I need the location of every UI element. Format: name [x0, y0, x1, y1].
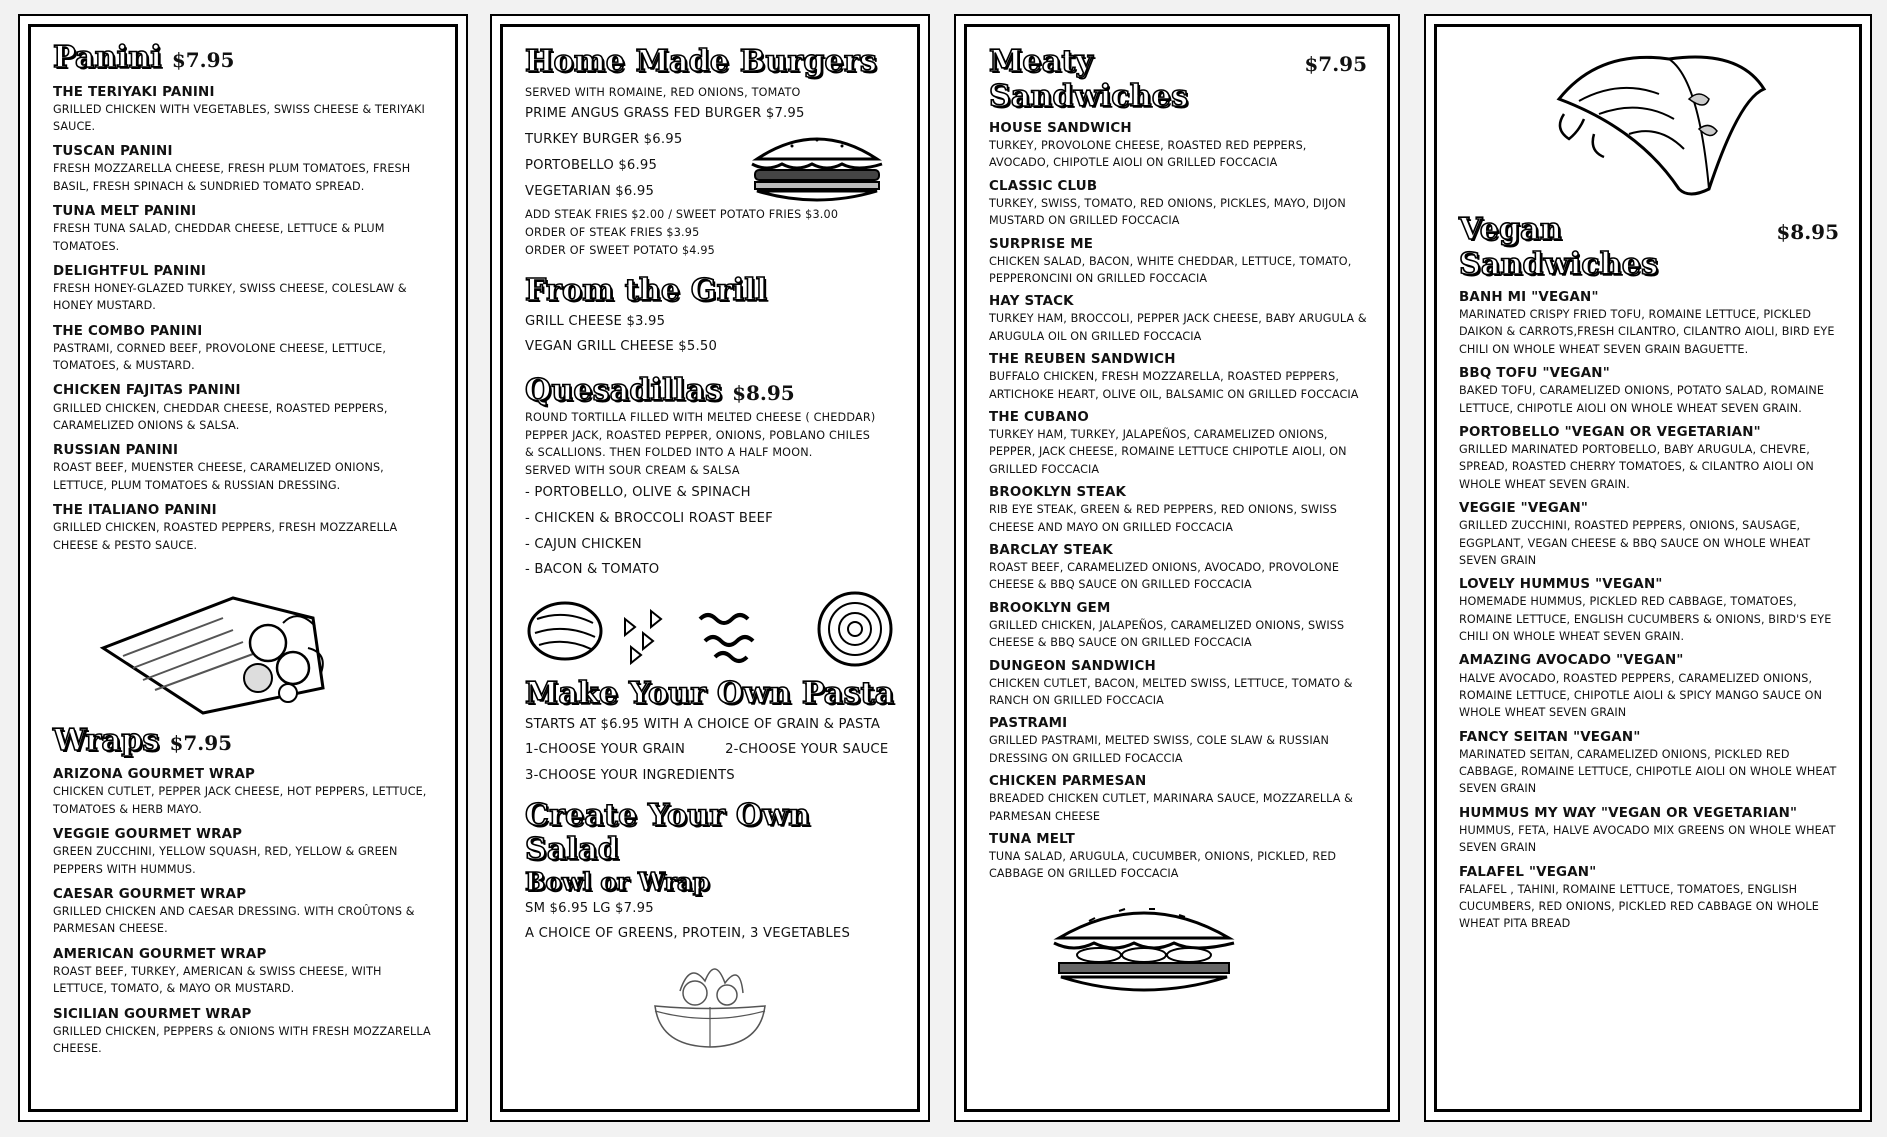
grill-option: VEGAN GRILL CHEESE $5.50 [525, 339, 718, 355]
menu-item-name: AMERICAN GOURMET WRAP [53, 946, 267, 962]
menu-item-desc: GRILLED CHICKEN, PEPPERS & ONIONS WITH FRESH MOZZARELLA CHEESE. [53, 1024, 431, 1055]
quesadillas-option: - CAJUN CHICKEN [525, 536, 642, 552]
burger-icon [747, 124, 887, 204]
menu-item-desc: BREADED CHICKEN CUTLET, MARINARA SAUCE, MOZZARELLA & PARMESAN CHEESE [989, 792, 1353, 823]
menu-item-name: ARIZONA GOURMET WRAP [53, 767, 256, 783]
grill-title: From the Grill [525, 273, 768, 309]
menu-item-desc: GRILLED CHICKEN, JALAPEÑOS, CARAMELIZED ONIONS, SWISS CHEESE & BBQ SAUCE ON GRILLED FOCCACIA [989, 618, 1345, 650]
meaty-header [989, 45, 1367, 114]
menu-item [989, 601, 1367, 652]
menu-item [989, 774, 1367, 825]
menu-item [53, 887, 435, 938]
burger-option: VEGETARIAN $6.95 [525, 183, 655, 199]
panel-vegan-sandwiches [1424, 14, 1872, 1122]
grill-option: GRILL CHEESE $3.95 [525, 313, 666, 329]
menu-item [53, 324, 435, 375]
menu-item-name: RUSSIAN PANINI [53, 443, 179, 459]
quesadillas-desc-line: & SCALLIONS. THEN FOLDED INTO A HALF MOON. [525, 446, 813, 460]
menu-item [989, 716, 1367, 767]
menu-item-desc: FALAFEL , TAHINI, ROMAINE LETTUCE, TOMATOES, ENGLISH CUCUMBERS, RED ONIONS, PICKLED RED CABBAGE ON WHOLE WHEAT PITA BREAD [1459, 882, 1819, 931]
menu-item [53, 144, 435, 195]
menu-item [1459, 290, 1839, 358]
menu-item-name: SURPRISE ME [989, 236, 1094, 252]
panini-header [53, 41, 435, 76]
grill-header [525, 274, 897, 309]
menu-item [989, 659, 1367, 710]
menu-item-name: BROOKLYN STEAK [989, 485, 1127, 501]
menu-item-name: FALAFEL "VEGAN" [1459, 864, 1597, 880]
panel-frame [500, 24, 920, 1112]
quesadillas-title: Quesadillas [525, 373, 723, 409]
menu-item-name: PORTOBELLO "VEGAN OR VEGETARIAN" [1459, 424, 1761, 440]
pasta-steps-row [525, 737, 897, 763]
menu-item-name: TUNA MELT PANINI [53, 204, 197, 220]
menu-item-name: PASTRAMI [989, 716, 1068, 732]
vegan-header [1459, 213, 1839, 282]
menu-item [53, 1007, 435, 1058]
menu-item-desc: BUFFALO CHICKEN, FRESH MOZZARELLA, ROASTED PEPPERS, ARTICHOKE HEART, OLIVE OIL, BALSAMIC ON GRILLED FOCCACIA [989, 370, 1359, 401]
pasta-step-3: 3-CHOOSE YOUR INGREDIENTS [525, 768, 735, 784]
menu-item-name: SICILIAN GOURMET WRAP [53, 1006, 252, 1022]
menu-item-name: BANH MI "VEGAN" [1459, 290, 1599, 305]
panel-frame [1434, 24, 1862, 1112]
menu-item-name: VEGGIE "VEGAN" [1459, 501, 1589, 517]
menu-item-name: BBQ TOFU "VEGAN" [1459, 366, 1610, 382]
menu-item [989, 485, 1367, 536]
menu-item [53, 443, 435, 494]
pasta-step-2: 2-CHOOSE YOUR SAUCE [725, 742, 889, 758]
burger-extras [525, 206, 897, 260]
panel-frame [964, 24, 1390, 1112]
menu-item [989, 237, 1367, 288]
burger-option: PRIME ANGUS GRASS FED BURGER $7.95 [525, 106, 805, 122]
quesadillas-header [525, 374, 897, 409]
menu-item [989, 543, 1367, 594]
menu-item-name: LOVELY HUMMUS "VEGAN" [1459, 577, 1663, 593]
vegan-wrap-icon [1539, 39, 1779, 209]
menu-item [53, 85, 435, 136]
menu-item [1459, 366, 1839, 417]
menu-item-name: HUMMUS MY WAY "VEGAN OR VEGETARIAN" [1459, 805, 1798, 821]
menu-item-desc: PASTRAMI, CORNED BEEF, PROVOLONE CHEESE, LETTUCE, TOMATOES, & MUSTARD. [53, 341, 386, 373]
quesadillas-option: - CHICKEN & BROCCOLI ROAST BEEF [525, 511, 773, 527]
menu-item-name: TUSCAN PANINI [53, 144, 173, 160]
menu-item-desc: CHICKEN CUTLET, BACON, MELTED SWISS, LETTUCE, TOMATO & RANCH ON GRILLED FOCCACIA [989, 676, 1353, 707]
salad-sizes: SM $6.95 LG $7.95 [525, 900, 654, 916]
menu-item-desc: RIB EYE STEAK, GREEN & RED PEPPERS, RED ONIONS, SWISS CHEESE AND MAYO ON GRILLED FOCCACIA [989, 503, 1337, 534]
menu-item-name: DUNGEON SANDWICH [989, 658, 1156, 674]
panel-frame [28, 24, 458, 1112]
menu-item-name: CAESAR GOURMET WRAP [53, 886, 247, 902]
menu-item-name: CLASSIC CLUB [989, 178, 1098, 194]
menu-item-desc: FRESH TUNA SALAD, CHEDDAR CHEESE, LETTUCE & PLUM TOMATOES. [53, 222, 385, 253]
menu-item-name: TUNA MELT [989, 831, 1075, 847]
menu-item [1459, 653, 1839, 721]
menu-item-desc: GRILLED ZUCCHINI, ROASTED PEPPERS, ONIONS, SAUSAGE, EGGPLANT, VEGAN CHEESE & BBQ SAUCE ON WHOLE WHEAT SEVEN GRAIN [1459, 519, 1811, 567]
menu-item [53, 767, 435, 818]
quesadillas-option: - PORTOBELLO, OLIVE & SPINACH [525, 485, 751, 501]
wraps-price: $7.95 [169, 730, 233, 755]
salad-bowl-icon [645, 951, 775, 1051]
menu-item-desc: GRILLED MARINATED PORTOBELLO, BABY ARUGULA, CHEVRE, SPREAD, ROASTED CHERRY TOMATOES, & CILANTRO AIOLI ON WHOLE WHEAT SEVEN GRAIN. [1459, 443, 1814, 491]
burgers-title: Home Made Burgers [525, 44, 877, 79]
pasta-icon [525, 589, 915, 669]
sandwich-icon [1049, 893, 1239, 1003]
menu-item [53, 383, 435, 434]
menu-item [989, 179, 1367, 230]
menu-item-desc: MARINATED SEITAN, CARAMELIZED ONIONS, PICKLED RED CABBAGE, ROMAINE LETTUCE, CHIPOTLE AIOLI ON WHOLE WHEAT SEVEN GRAIN [1459, 747, 1837, 796]
menu-item-desc: TURKEY, SWISS, TOMATO, RED ONIONS, PICKLES, MAYO, DIJON MUSTARD ON GRILLED FOCCACIA [989, 196, 1346, 228]
menu-item [53, 264, 435, 315]
menu-item-name: HOUSE SANDWICH [989, 121, 1132, 136]
menu-item-desc: GRILLED CHICKEN AND CAESAR DRESSING. WITH CROÛTONS & PARMESAN CHEESE. [53, 905, 415, 936]
menu-item-name: CHICKEN FAJITAS PANINI [53, 383, 241, 399]
menu-item-desc: ROAST BEEF, MUENSTER CHEESE, CARAMELIZED ONIONS, LETTUCE, PLUM TOMATOES & RUSSIAN DRESSING. [53, 461, 384, 492]
salad-title: Create Your Own Salad [525, 797, 811, 868]
burgers-served: SERVED WITH ROMAINE, RED ONIONS, TOMATO [525, 85, 801, 99]
burgers-header [525, 45, 897, 80]
menu-item-name: THE TERIYAKI PANINI [53, 84, 215, 100]
menu-item-name: THE ITALIANO PANINI [53, 503, 217, 519]
menu-item [989, 121, 1367, 172]
quesadillas-desc-line: PEPPER JACK, ROASTED PEPPER, ONIONS, POBLANO CHILES [525, 428, 871, 442]
panel-panini-wraps [18, 14, 468, 1122]
menu-item-desc: TURKEY HAM, BROCCOLI, PEPPER JACK CHEESE, BABY ARUGULA & ARUGULA OIL ON GRILLED FOCCACIA [989, 312, 1367, 343]
menu-item-desc: GREEN ZUCCHINI, YELLOW SQUASH, RED, YELLOW & GREEN PEPPERS WITH HUMMUS. [53, 845, 398, 876]
quesadillas-desc [525, 409, 897, 481]
pasta-start: STARTS AT $6.95 WITH A CHOICE OF GRAIN & PASTA [525, 716, 881, 732]
meaty-price: $7.95 [1304, 52, 1367, 76]
menu-item [1459, 806, 1839, 857]
menu-item [1459, 425, 1839, 493]
menu-item [1459, 865, 1839, 933]
menu-item-name: VEGGIE GOURMET WRAP [53, 827, 243, 843]
menu-item [53, 947, 435, 998]
menu-item [53, 503, 435, 554]
pasta-step-1: 1-CHOOSE YOUR GRAIN [525, 742, 686, 758]
quesadillas-desc-line: SERVED WITH SOUR CREAM & SALSA [525, 464, 740, 478]
wrap-illustration-icon [83, 578, 343, 718]
wraps-list [53, 767, 435, 1057]
vegan-list [1459, 290, 1839, 933]
menu-item-name: FANCY SEITAN "VEGAN" [1459, 729, 1641, 745]
menu-item-desc: GRILLED CHICKEN WITH VEGETABLES, SWISS CHEESE & TERIYAKI SAUCE. [53, 102, 425, 133]
menu-item [989, 832, 1367, 883]
menu-item-name: HAY STACK [989, 294, 1074, 310]
menu-item [53, 204, 435, 255]
menu-item-desc: TURKEY, PROVOLONE CHEESE, ROASTED RED PEPPERS, AVOCADO, CHIPOTLE AIOLI ON GRILLED FOCCACIA [989, 139, 1307, 170]
menu-item-desc: HOMEMADE HUMMUS, PICKLED RED CABBAGE, TOMATOES, ROMAINE LETTUCE, ENGLISH CUCUMBERS & ONIONS, BIRD'S EYE CHILI ON WHOLE WHEAT SEVEN GRAIN. [1459, 595, 1832, 644]
burgers-block [525, 84, 897, 261]
burger-extra: ORDER OF SWEET POTATO $4.95 [525, 244, 716, 258]
menu-item [1459, 730, 1839, 798]
menu-item-desc: TUNA SALAD, ARUGULA, CUCUMBER, ONIONS, PICKLED, RED CABBAGE ON GRILLED FOCCACIA [989, 850, 1337, 881]
salad-header [525, 799, 897, 868]
menu-item-name: BARCLAY STEAK [989, 542, 1113, 558]
panini-price: $7.95 [171, 48, 235, 72]
menu-item-desc: MARINATED CRISPY FRIED TOFU, ROMAINE LETTUCE, PICKLED DAIKON & CARROTS,FRESH CILANTRO, CILANTRO AIOLI, BIRD EYE CHILI ON WHOLE WHEAT SEVEN GRAIN BAGUETTE. [1459, 308, 1835, 356]
menu-item-desc: CHICKEN CUTLET, PEPPER JACK CHEESE, HOT PEPPERS, LETTUCE, TOMATOES & HERB MAYO. [53, 785, 427, 816]
grill-lines [525, 309, 897, 360]
quesadillas-price: $8.95 [732, 381, 795, 406]
menu-item [1459, 501, 1839, 569]
salad-subtitle: Bowl or Wrap [525, 866, 710, 896]
meaty-list [989, 121, 1367, 883]
menu-item-desc: GRILLED PASTRAMI, MELTED SWISS, COLE SLAW & RUSSIAN DRESSING ON GRILLED FOCACCIA [989, 734, 1329, 765]
panini-list [53, 85, 435, 554]
menu-item-desc: ROAST BEEF, CARAMELIZED ONIONS, AVOCADO, PROVOLONE CHEESE & BBQ SAUCE ON GRILLED FOCCACIA [989, 561, 1340, 592]
vegan-title: Vegan Sandwiches [1459, 212, 1659, 282]
salad-choice: A CHOICE OF GREENS, PROTEIN, 3 VEGETABLES [525, 926, 851, 942]
menu-item-desc: GRILLED CHICKEN, ROASTED PEPPERS, FRESH MOZZARELLA CHEESE & PESTO SAUCE. [53, 521, 398, 552]
pasta-title: Make Your Own Pasta [525, 676, 895, 712]
panel-burgers-grill [490, 14, 930, 1122]
menu-item-desc: ROAST BEEF, TURKEY, AMERICAN & SWISS CHEESE, WITH LETTUCE, TOMATO, & MAYO OR MUSTARD. [53, 964, 382, 996]
menu-item-desc: FRESH MOZZARELLA CHEESE, FRESH PLUM TOMATOES, FRESH BASIL, FRESH SPINACH & SUNDRIED TOMATO SPREAD. [53, 162, 411, 193]
wraps-title: Wraps [53, 722, 160, 758]
menu-item-name: CHICKEN PARMESAN [989, 774, 1147, 790]
menu-item [989, 294, 1367, 345]
vegan-price: $8.95 [1776, 220, 1839, 244]
menu-item-name: BROOKLYN GEM [989, 600, 1111, 616]
quesadillas-options [525, 480, 897, 583]
panel-meaty-sandwiches [954, 14, 1400, 1122]
menu-item-name: DELIGHTFUL PANINI [53, 263, 207, 279]
menu-item [989, 352, 1367, 403]
quesadillas-option: - BACON & TOMATO [525, 562, 660, 578]
menu-item-name: THE COMBO PANINI [53, 323, 203, 339]
menu-item-name: AMAZING AVOCADO "VEGAN" [1459, 653, 1684, 669]
salad-subheader [525, 868, 897, 896]
menu-item [989, 410, 1367, 478]
menu-item-desc: HALVE AVOCADO, ROASTED PEPPERS, CARAMELIZED ONIONS, ROMAINE LETTUCE, CHIPOTLE AIOLI & SPICY MANGO SAUCE ON WHOLE WHEAT SEVEN GRAIN [1459, 671, 1823, 720]
wraps-header [53, 724, 435, 759]
menu-item-desc: CHICKEN SALAD, BACON, WHITE CHEDDAR, LETTUCE, TOMATO, PEPPERONCINI ON GRILLED FOCCACIA [989, 254, 1352, 286]
menu-item [1459, 577, 1839, 645]
menu-item-desc: HUMMUS, FETA, HALVE AVOCADO MIX GREENS ON WHOLE WHEAT SEVEN GRAIN [1459, 823, 1836, 855]
menu-item-desc: BAKED TOFU, CARAMELIZED ONIONS, POTATO SALAD, ROMAINE LETTUCE, CHIPOTLE AIOLI ON WHOLE WHEAT SEVEN GRAIN. [1459, 384, 1824, 415]
burger-extra: ADD STEAK FRIES $2.00 / SWEET POTATO FRIES $3.00 [525, 208, 839, 222]
panini-title: Panini [53, 40, 162, 75]
burger-option: TURKEY BURGER $6.95 [525, 132, 683, 148]
meaty-title: Meaty Sandwiches [989, 44, 1189, 114]
menu-item-desc: TURKEY HAM, TURKEY, JALAPEÑOS, CARAMELIZED ONIONS, PEPPER, JACK CHEESE, ROMAINE LETTUCE CHIPOTLE AIOLI, ON GRILLED FOCCACIA [989, 428, 1347, 476]
menu-item-name: THE CUBANO [989, 409, 1090, 425]
menu-item [53, 827, 435, 878]
menu-item-desc: FRESH HONEY-GLAZED TURKEY, SWISS CHEESE, COLESLAW & HONEY MUSTARD. [53, 281, 407, 313]
pasta-header [525, 677, 897, 712]
burger-option: PORTOBELLO $6.95 [525, 157, 658, 173]
burger-extra: ORDER OF STEAK FRIES $3.95 [525, 226, 700, 240]
quesadillas-desc-line: ROUND TORTILLA FILLED WITH MELTED CHEESE ( CHEDDAR) [525, 410, 876, 424]
menu-item-desc: GRILLED CHICKEN, CHEDDAR CHEESE, ROASTED PEPPERS, CARAMELIZED ONIONS & SALSA. [53, 401, 388, 432]
menu-item-name: THE REUBEN SANDWICH [989, 352, 1176, 368]
